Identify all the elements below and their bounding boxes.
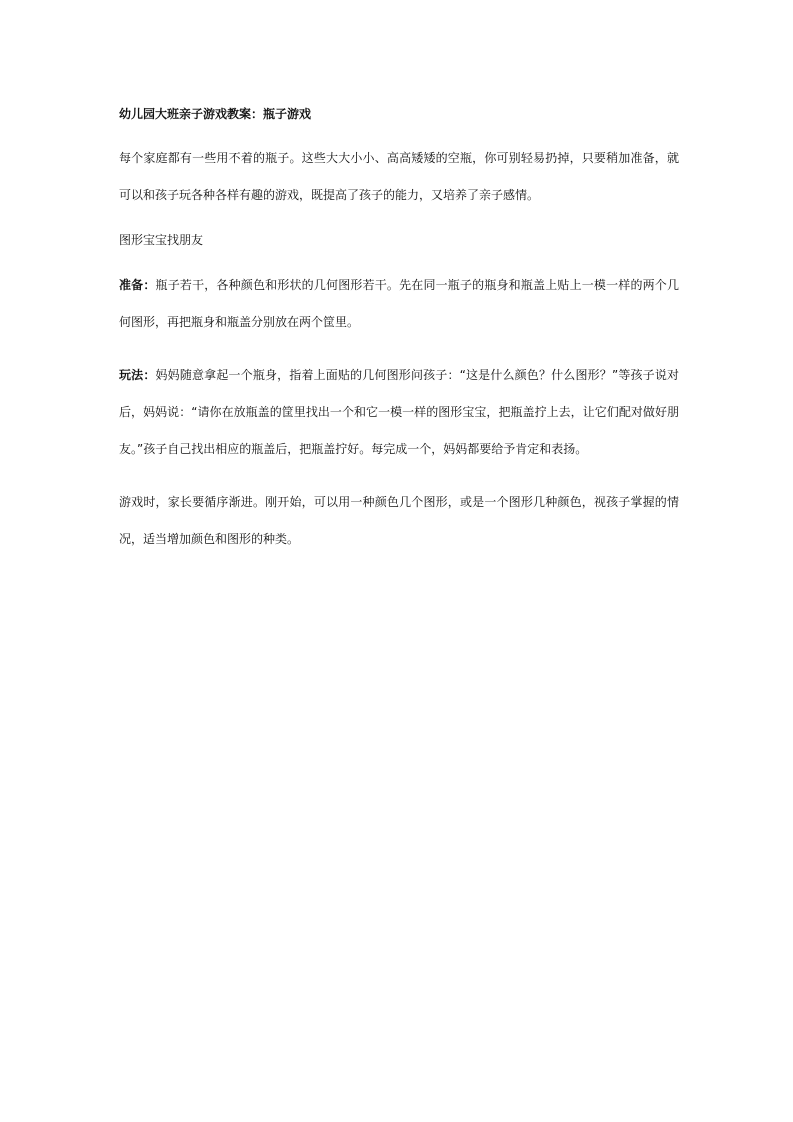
game-name: 图形宝宝找朋友 <box>119 233 204 247</box>
preparation-paragraph <box>119 267 679 341</box>
play-text: 妈妈随意拿起一个瓶身，指着上面贴的几何图形问孩子：“这是什么颜色？什么图形？”等孩子说对后，妈妈说：“请你在放瓶盖的筐里找出一个和它一模一样的图形宝宝，把瓶盖拧上去，让它们配对做好朋友。”孩子自己找出相应的瓶盖后，把瓶盖拧好。每完成一个，妈妈都要给予肯定和表扬。 <box>119 368 679 456</box>
spacer <box>119 468 679 484</box>
play-label: 玩法： <box>119 368 156 382</box>
spacer <box>119 259 679 267</box>
intro-paragraph: 每个家庭都有一些用不着的瓶子。这些大大小小、高高矮矮的空瓶，你可别轻易扔掉，只要稍加准备，就可以和孩子玩各种各样有趣的游戏，既提高了孩子的能力，又培养了亲子感情。 <box>119 151 679 202</box>
spacer <box>119 341 679 357</box>
preparation-text: 瓶子若干，各种颜色和形状的几何图形若干。先在同一瓶子的瓶身和瓶盖上贴上一模一样的两个几何图形，再把瓶身和瓶盖分别放在两个筐里。 <box>119 278 679 329</box>
document-body <box>119 104 679 558</box>
play-paragraph <box>119 357 679 468</box>
tips-paragraph: 游戏时，家长要循序渐进。刚开始，可以用一种颜色几个图形，或是一个图形几种颜色，视孩子掌握的情况，适当增加颜色和图形的种类。 <box>119 495 679 546</box>
document-title: 幼儿园大班亲子游戏教案：瓶子游戏 <box>119 107 312 121</box>
spacer <box>119 214 679 222</box>
preparation-label: 准备： <box>119 278 156 292</box>
